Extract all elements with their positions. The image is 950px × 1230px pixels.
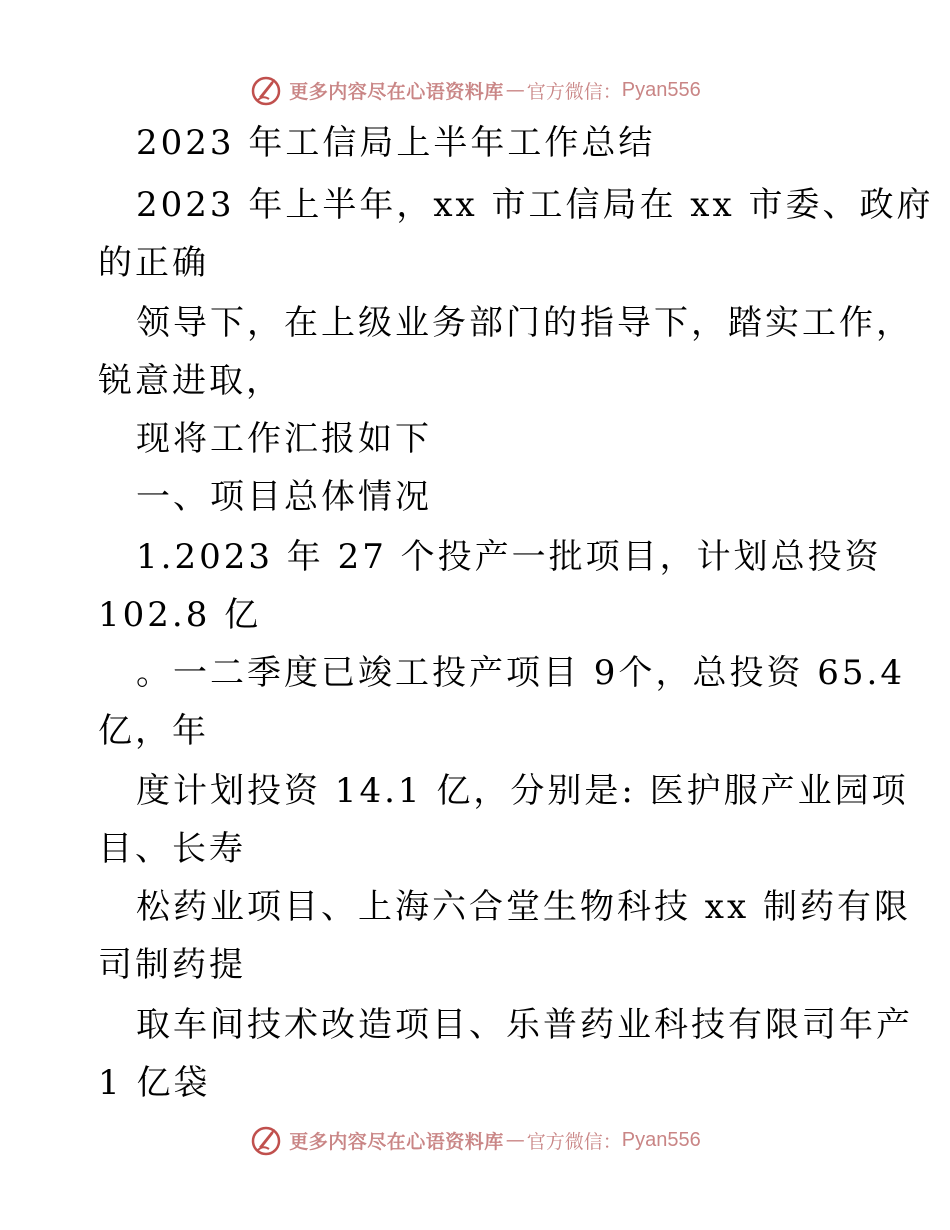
paragraph-line: 领导下，在上级业务部门的指导下，踏实工作， [136, 303, 913, 343]
paragraph-line: 取车间技术改造项目、乐普药业科技有限司年产 [136, 1005, 913, 1045]
banner-weixin-label: 官方微信： [526, 1130, 622, 1153]
banner-wechat-id: Pyan556 [621, 1128, 701, 1151]
quill-seal-logo-icon [249, 1123, 283, 1157]
banner-text: 更多内容尽在心语资料库 [289, 1130, 504, 1153]
banner-dash: — [505, 79, 525, 101]
paragraph-line: 现将工作汇报如下 [136, 419, 432, 459]
paragraph-line: 的正确 [98, 243, 209, 283]
document-title: 2023 年工信局上半年工作总结 [136, 123, 656, 163]
banner-text: 更多内容尽在心语资料库 [289, 80, 504, 103]
banner-wechat-id: Pyan556 [621, 78, 701, 101]
paragraph-line: 2023 年上半年，xx 市工信局在 xx 市委、政府 [136, 185, 934, 225]
section-heading: 一、项目总体情况 [136, 477, 432, 517]
header-watermark-banner [0, 70, 950, 110]
paragraph-line: 1 亿袋 [98, 1063, 211, 1103]
paragraph-line: 目、长寿 [98, 829, 246, 869]
banner-dash: — [505, 1129, 525, 1151]
paragraph-line: 102.8 亿 [98, 595, 262, 635]
paragraph-line: 1.2023 年 27 个投产一批项目，计划总投资 [136, 537, 882, 577]
paragraph-line: 。一二季度已竣工投产项目 9个，总投资 65.4 [136, 653, 905, 693]
paragraph-line: 司制药提 [98, 945, 246, 985]
banner-weixin-label: 官方微信： [526, 80, 622, 103]
paragraph-line: 度计划投资 14.1 亿，分别是: 医护服产业园项 [136, 771, 909, 811]
quill-seal-logo-icon [249, 73, 283, 107]
paragraph-line: 锐意进取， [98, 361, 283, 401]
footer-watermark-banner [0, 1120, 950, 1160]
paragraph-line: 亿，年 [98, 711, 209, 751]
paragraph-line: 松药业项目、上海六合堂生物科技 xx 制药有限 [136, 887, 911, 927]
